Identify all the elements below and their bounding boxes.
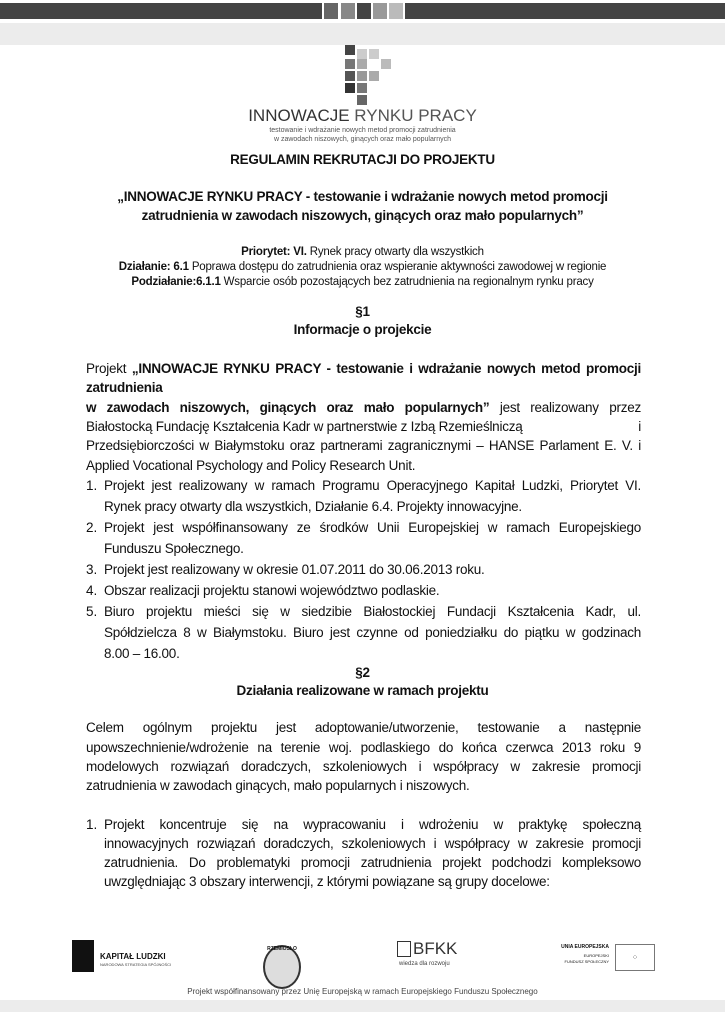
project-logo-mark [345, 45, 405, 105]
list-item-line: uwzględniając 3 obszary interwencji, z którymi powiązane są grupy docelowe: [104, 874, 550, 889]
logo-title-bold: INNOWACJE [248, 106, 350, 125]
paragraph-line: upowszechnienie/wdrożenie na terenie woj. podlaskiego do końca czerwca 2013 roku 9 [86, 740, 641, 755]
project-title-line: „INNOWACJE RYNKU PRACY - testowanie i wdrażanie nowych metod promocji [117, 189, 608, 204]
section1-number: §1 [355, 304, 370, 319]
logo-subtitle-1: testowanie i wdrażanie nowych metod promocji zatrudnienia [269, 127, 456, 134]
list-number: 4. [86, 583, 98, 598]
meta-label: Podziałanie:6.1.1 [131, 276, 221, 288]
list-number: 3. [86, 562, 98, 577]
intro-line: w zawodach niszowych, ginących oraz mało popularnych” jest realizowany przez [86, 400, 641, 415]
list-item-line: innowacyjnych rozwiązań doradczych, szkoleniowych i współpracy w zakresie promocji [104, 836, 641, 851]
intro-line: zatrudnienia [86, 380, 163, 395]
meta-action [0, 261, 725, 273]
footer-band [0, 1000, 725, 1012]
section2-number: §2 [355, 665, 370, 680]
list-item-line: 8.00 – 16.00. [104, 646, 180, 661]
list-item-line: zatrudnienia. Do problematyki promocji zatrudnienia projekt podchodzi kompleksowo [104, 855, 641, 870]
bfkk-logo: BFKK wiedza dla rozwoju [399, 939, 458, 967]
section1-heading: Informacje o projekcie [293, 322, 432, 337]
intro-line: Przedsiębiorczości w Białymstoku oraz partnerami zagranicznymi – HANSE Parlament E. V. i [86, 438, 641, 453]
list-number: 5. [86, 604, 98, 619]
meta-text: Wsparcie osób pozostających bez zatrudnienia na regionalnym rynku pracy [220, 276, 594, 288]
eu-flag-icon: ⁘ [615, 944, 655, 971]
list-item-line: Obszar realizacji projektu stanowi województwo podlaskie. [104, 583, 440, 598]
intro-line: Białostocką Fundację Kształcenia Kadr w partnerstwie z Izbą Rzemieślniczą i [86, 419, 641, 434]
kapital-ludzki-emblem-icon [72, 940, 94, 972]
meta-text: Rynek pracy otwarty dla wszystkich [306, 246, 484, 258]
header-bar [0, 0, 725, 20]
list-item-line: Spółdzielcza 8 w Białymstoku. Biuro jest czynne od poniedziałku do piątku w godzinach [104, 625, 641, 640]
intro-line: Applied Vocational Psychology and Policy Research Unit. [86, 458, 416, 473]
header-band [0, 23, 725, 45]
meta-label: Działanie: 6.1 [118, 261, 189, 273]
kapital-ludzki-logo: KAPITAŁ LUDZKI NARODOWA STRATEGIA SPÓJNOŚCI [72, 940, 192, 974]
list-item-line: Projekt jest realizowany w ramach Programu Operacyjnego Kapitał Ludzki, Priorytet VI. [104, 478, 641, 493]
list-number: 2. [86, 520, 98, 535]
meta-priority [0, 246, 725, 258]
section2-heading: Działania realizowane w ramach projektu [236, 683, 489, 698]
project-title-line: zatrudnienia w zawodach niszowych, ginących oraz mało popularnych” [141, 208, 584, 223]
paragraph-line: Celem ogólnym projektu jest adoptowanie/utworzenie, testowanie a następnie [86, 720, 641, 735]
rzemioslo-logo: RZEMIOSŁO [257, 940, 307, 990]
list-number: 1. [86, 817, 98, 832]
paragraph-line: zatrudnienia w zawodach ginących, mało popularnych i niszowych. [86, 778, 470, 793]
footer-note: Projekt współfinansowany przez Unię Europejską w ramach Europejskiego Funduszu Społecznego [187, 987, 538, 996]
bfkk-arrow-icon [397, 941, 411, 957]
meta-text: Poprawa dostępu do zatrudnienia oraz wspieranie aktywności zawodowej w regionie [188, 261, 607, 273]
document-title: REGULAMIN REKRUTACJI DO PROJEKTU [230, 152, 495, 167]
project-logo-title [0, 106, 725, 126]
list-item-line: Projekt jest współfinansowany ze środków Unii Europejskiej w ramach Europejskiego [104, 520, 641, 535]
paragraph-line: modelowych rozwiązań doradczych, szkoleniowych i współpracy w zakresie promocji [86, 759, 641, 774]
list-item-line: Biuro projektu mieści się w siedzibie Białostockiej Fundacji Kształcenia Kadr, ul. [104, 604, 641, 619]
eu-logo: UNIA EUROPEJSKA EUROPEJSKI FUNDUSZ SPOŁECZNY ⁘ [555, 944, 655, 974]
list-item-line: Projekt jest realizowany w okresie 01.07.2011 do 30.06.2013 roku. [104, 562, 485, 577]
list-item-line: Funduszu Społecznego. [104, 541, 244, 556]
list-item-line: Rynek pracy otwarty dla wszystkich, Działanie 6.4. Projekty innowacyjne. [104, 499, 522, 514]
meta-label: Priorytet: VI. [241, 246, 307, 258]
logo-title-light: RYNKU PRACY [354, 106, 477, 125]
list-number: 1. [86, 478, 98, 493]
meta-subaction [0, 276, 725, 288]
intro-line: Projekt „INNOWACJE RYNKU PRACY - testowanie i wdrażanie nowych metod promocji [86, 361, 641, 376]
logo-subtitle-2: w zawodach niszowych, ginących oraz mało popularnych [273, 136, 452, 143]
list-item-line: Projekt koncentruje się na wypracowaniu i wdrożeniu w praktykę społeczną [104, 817, 641, 832]
